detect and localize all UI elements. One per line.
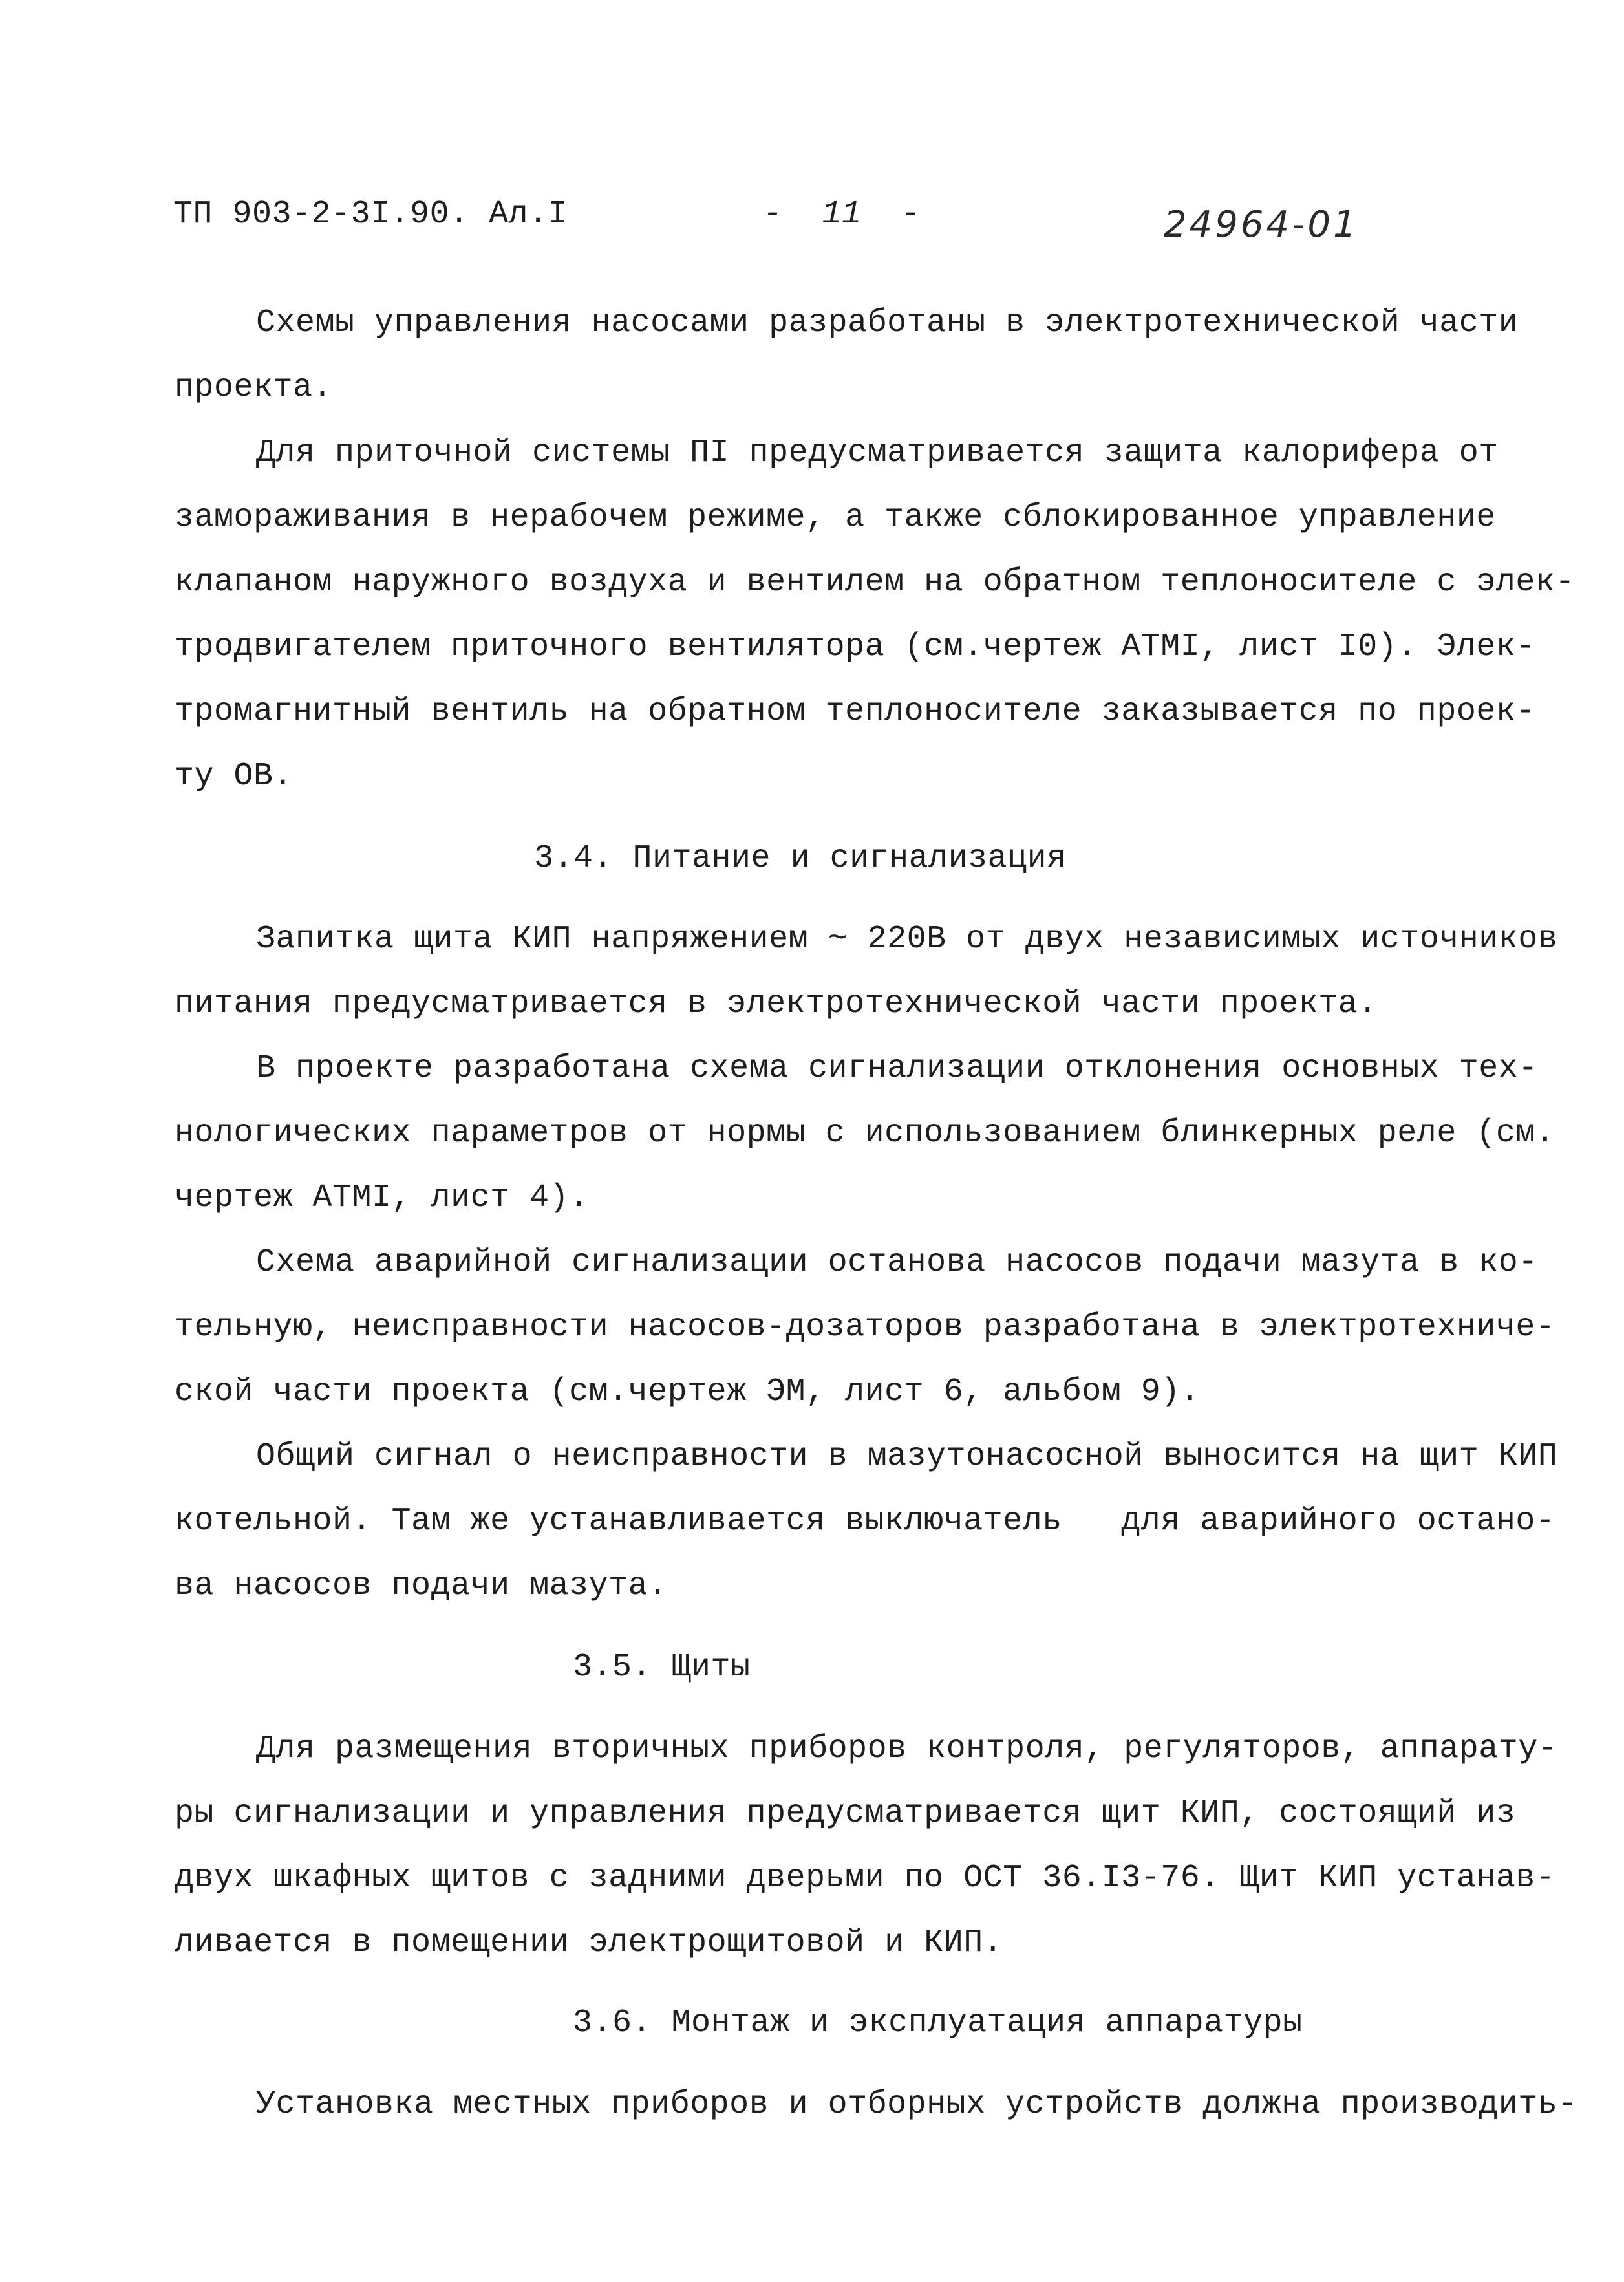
- body-line: ливается в помещении электрощитовой и КИП.: [175, 1924, 1003, 1961]
- body-line: ту ОВ.: [175, 758, 294, 795]
- body-line: проекта.: [175, 369, 333, 406]
- document-code: ТП 903-2-3I.90. Ал.I: [173, 196, 568, 233]
- section-heading-3-4: 3.4. Питание и сигнализация: [534, 840, 1067, 877]
- body-line: двух шкафных щитов с задними дверьми по ОСТ 36.I3-76. Щит КИП устанав-: [175, 1860, 1555, 1897]
- body-line: тродвигателем приточного вентилятора (см.чертеж АТМI, лист I0). Элек-: [175, 629, 1535, 665]
- body-line: Для приточной системы ПI предусматривается защита калорифера от: [256, 435, 1499, 471]
- body-line: ва насосов подачи мазута.: [175, 1567, 668, 1604]
- body-line: Общий сигнал о неисправности в мазутонасосной выносится на щит КИП: [256, 1438, 1558, 1475]
- section-heading-3-5: 3.5. Щиты: [573, 1649, 751, 1686]
- body-line: Установка местных приборов и отборных устройств должна производить-: [256, 2086, 1577, 2123]
- body-line: питания предусматривается в электротехнической части проекта.: [175, 985, 1378, 1022]
- body-line: Запитка щита КИП напряжением ~ 220В от двух независимых источников: [256, 921, 1558, 958]
- body-line: чертеж АТМI, лист 4).: [175, 1179, 589, 1216]
- inventory-number: 24964-01: [1164, 204, 1359, 246]
- body-line: ры сигнализации и управления предусматривается щит КИП, состоящий из: [175, 1795, 1516, 1832]
- page-number: - 11 -: [763, 196, 921, 233]
- body-line: Схемы управления насосами разработаны в электротехнической части: [256, 305, 1519, 341]
- body-line: замораживания в нерабочем режиме, а также сблокированное управление: [175, 499, 1496, 536]
- body-line: нологических параметров от нормы с использованием блинкерных реле (см.: [175, 1115, 1555, 1152]
- body-line: клапаном наружного воздуха и вентилем на обратном теплоносителе с элек-: [175, 564, 1575, 601]
- body-line: тельную, неисправности насосов-дозаторов разработана в электротехниче-: [175, 1309, 1555, 1346]
- body-line: котельной. Там же устанавливается выключатель для аварийного остано-: [175, 1503, 1555, 1540]
- body-line: ской части проекта (см.чертеж ЭМ, лист 6, альбом 9).: [175, 1373, 1201, 1410]
- body-line: Схема аварийной сигнализации останова насосов подачи мазута в ко-: [256, 1244, 1538, 1281]
- body-line: тромагнитный вентиль на обратном теплоносителе заказывается по проек-: [175, 693, 1535, 730]
- body-line: В проекте разработана схема сигнализации отклонения основных тех-: [256, 1050, 1538, 1087]
- section-heading-3-6: 3.6. Монтаж и эксплуатация аппаратуры: [573, 2005, 1303, 2041]
- body-line: Для размещения вторичных приборов контроля, регуляторов, аппарату-: [256, 1730, 1558, 1767]
